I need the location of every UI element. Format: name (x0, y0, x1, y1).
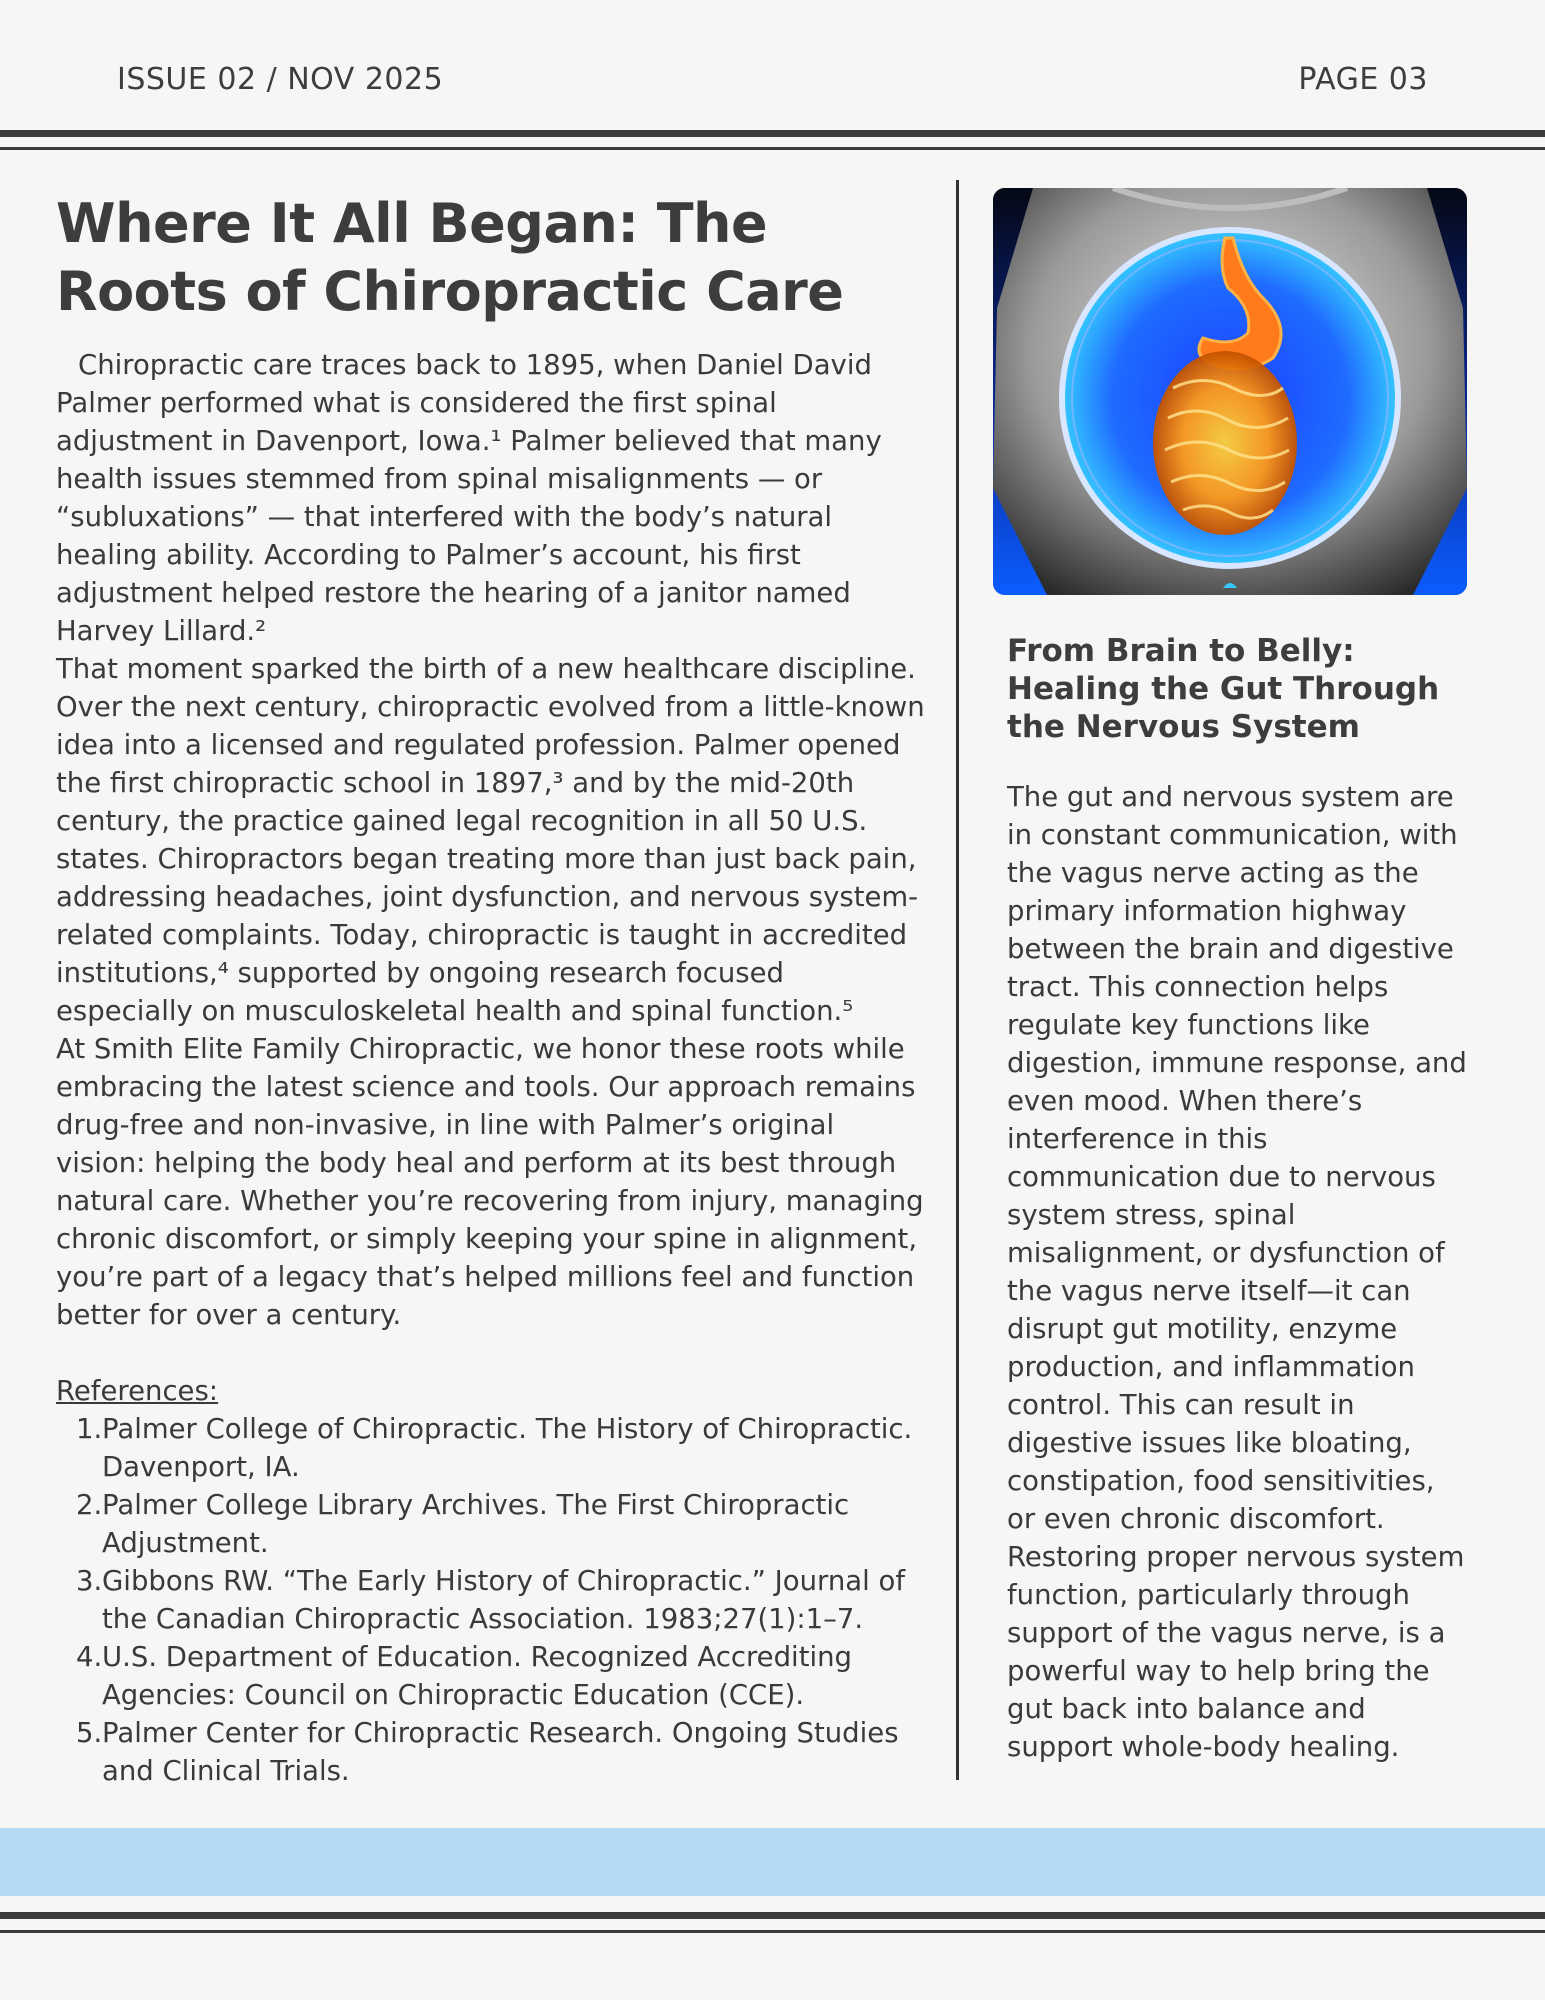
digestive-system-image (993, 188, 1467, 595)
main-article (56, 190, 926, 1790)
header-rule-thick (0, 130, 1545, 137)
article-paragraph: Chiropractic care traces back to 1895, when Daniel David Palmer performed what is considered the first spinal adjustment in Davenport, Iowa.¹ Palmer believed that many health issues stemmed from spinal misalignments — or “subluxations” — that interfered with the body’s natural healing ability. According to Palmer’s account, his first adjustment helped restore the hearing of a janitor named Harvey Lillard.² (56, 349, 882, 647)
digestive-system-icon (993, 188, 1467, 595)
column-divider (956, 180, 959, 1780)
references-list (56, 1410, 926, 1790)
article-paragraph: At Smith Elite Family Chiropractic, we honor these roots while embracing the latest science and tools. Our approach remains drug-free and non-invasive, in line with Palmer’s original vision: helping the body heal and perform at its best through natural care. Whether you’re recovering from injury, managing chronic discomfort, or simply keeping your spine in alignment, you’re part of a legacy that’s helped millions feel and function better for over a century. (56, 1033, 924, 1331)
footer-rule-thin (0, 1930, 1545, 1933)
header-rule-thin (0, 147, 1545, 150)
reference-item: 2. Palmer College Library Archives. The First Chiropractic Adjustment. (76, 1489, 850, 1559)
page-number: PAGE 03 (1298, 62, 1428, 97)
references-title: References: (56, 1375, 219, 1407)
reference-item: 3. Gibbons RW. “The Early History of Chiropractic.” Journal of the Canadian Chiropractic Association. 1983;27(1):1–7. (76, 1565, 906, 1635)
issue-label: ISSUE 02 / NOV 2025 (117, 62, 444, 97)
references (56, 1372, 926, 1790)
sidebar-paragraph: The gut and nervous system are in constant communication, with the vagus nerve acting as the primary information highway between the brain and digestive tract. This connection helps regulate key functions like digestion, immune response, and even mood. When there’s interference in this communication due to nervous system stress, spinal misalignment, or dysfunction of the vagus nerve itself—it can disrupt gut motility, enzyme production, and inflammation control. This can result in digestive issues like bloating, constipation, food sensitivities, or even chronic discomfort. (1007, 781, 1467, 1535)
sidebar-paragraph: Restoring proper nervous system function, particularly through support of the vagus nerve, is a powerful way to help bring the gut back into balance and support whole-body healing. (1007, 1541, 1465, 1763)
sidebar-article (1007, 632, 1467, 1766)
sidebar-title: From Brain to Belly: Healing the Gut Through the Nervous System (1007, 633, 1440, 745)
footer-band (0, 1828, 1545, 1896)
article-paragraph: That moment sparked the birth of a new healthcare discipline. Over the next century, chiropractic evolved from a little-known idea into a licensed and regulated profession. Palmer opened the first chiropractic school in 1897,³ and by the mid-20th century, the practice gained legal recognition in all 50 U.S. states. Chiropractors began treating more than just back pain, addressing headaches, joint dysfunction, and nervous system-related complaints. Today, chiropractic is taught in accredited institutions,⁴ supported by ongoing research focused especially on musculoskeletal health and spinal function.⁵ (56, 653, 925, 1027)
footer-rule-thick (0, 1912, 1545, 1919)
reference-item: 1. Palmer College of Chiropractic. The History of Chiropractic. Davenport, IA. (76, 1413, 913, 1483)
sidebar-body (1007, 778, 1467, 1766)
article-title: Where It All Began: The Roots of Chiropractic Care (56, 192, 844, 323)
reference-item: 5. Palmer Center for Chiropractic Research. Ongoing Studies and Clinical Trials. (76, 1717, 899, 1787)
reference-item: 4. U.S. Department of Education. Recognized Accrediting Agencies: Council on Chiropractic Education (CCE). (76, 1641, 853, 1711)
article-body (56, 346, 926, 1334)
